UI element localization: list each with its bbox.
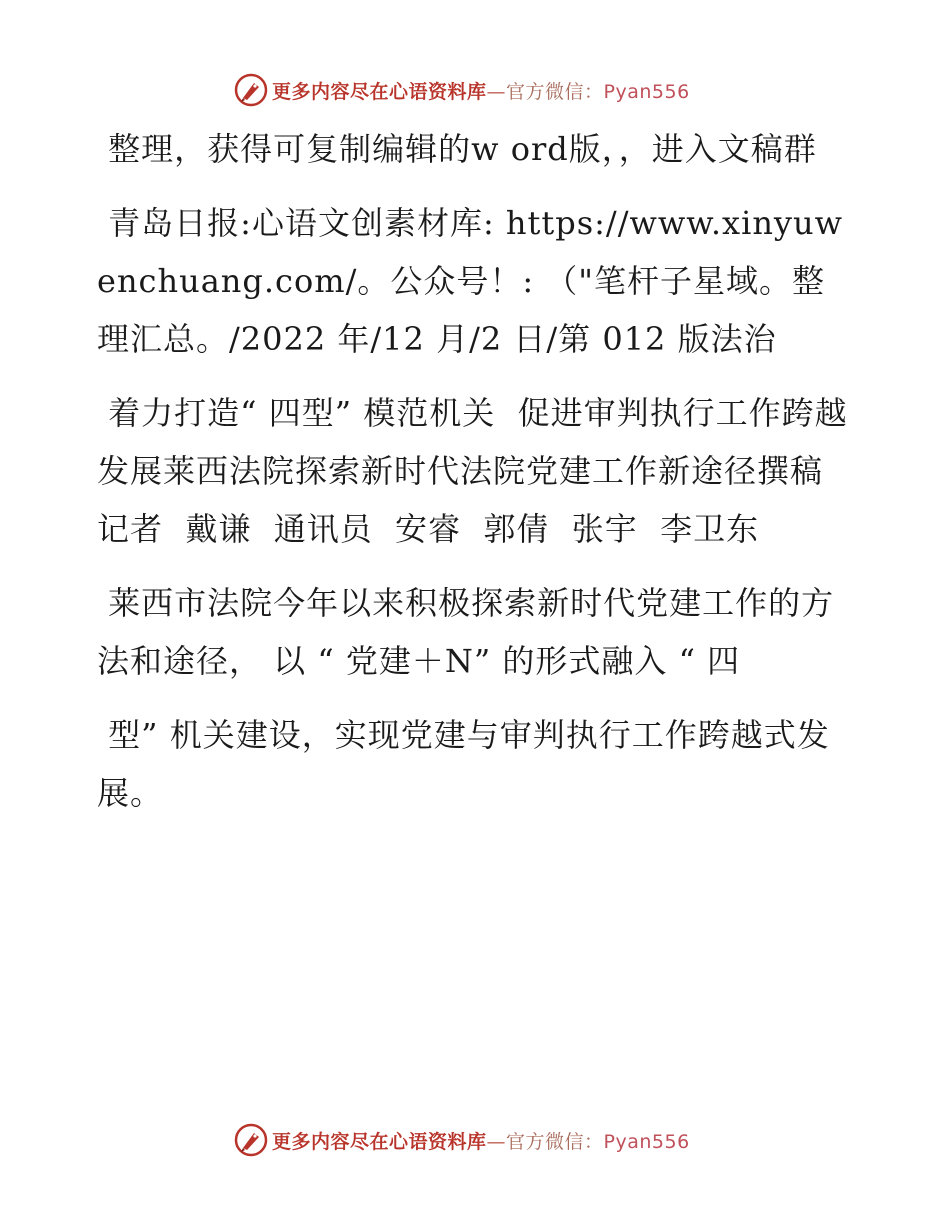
watermark-wechat-id: Pyan556 xyxy=(603,1130,690,1153)
pen-nib-logo-icon xyxy=(234,73,268,107)
pen-nib-logo-icon xyxy=(234,1123,268,1157)
paragraph-headline: 着力打造“ 四型” 模范机关 促进审判执行工作跨越发展莱西法院探索新时代法院党建工作新途径撰稿 记者 戴谦 通讯员 安睿 郭倩 张宇 李卫东 xyxy=(97,394,848,548)
paragraph-intro: 整理，获得可复制编辑的w ord版，，进入文稿群 xyxy=(97,130,817,168)
header-watermark xyxy=(234,72,714,108)
watermark-wechat-id: Pyan556 xyxy=(603,80,690,103)
watermark-main-text: 更多内容尽在心语资料库 xyxy=(272,1130,487,1153)
watermark-text xyxy=(272,1127,690,1154)
watermark-text xyxy=(272,77,690,104)
footer-watermark xyxy=(234,1122,714,1158)
watermark-main-text: 更多内容尽在心语资料库 xyxy=(272,80,487,103)
watermark-separator: — xyxy=(486,1130,507,1153)
paragraph-body-2: 型” 机关建设，实现党建与审判执行工作跨越式发展。 xyxy=(97,716,830,812)
paragraph-source: 青岛日报:心语文创素材库: https://www.xinyuwenchuang.com/。公众号！: （"笔杆子星域。整理汇总。/2022 年/12 月/2 日/第 012 版法治 xyxy=(97,204,844,358)
document-body xyxy=(97,120,857,838)
watermark-wechat-label: 官方微信： xyxy=(506,80,604,103)
watermark-wechat-label: 官方微信： xyxy=(506,1130,604,1153)
watermark-separator: — xyxy=(486,80,507,103)
paragraph-body-1: 莱西市法院今年以来积极探索新时代党建工作的方法和途径， 以 “ 党建＋N” 的形式融入 “ 四 xyxy=(97,584,835,680)
